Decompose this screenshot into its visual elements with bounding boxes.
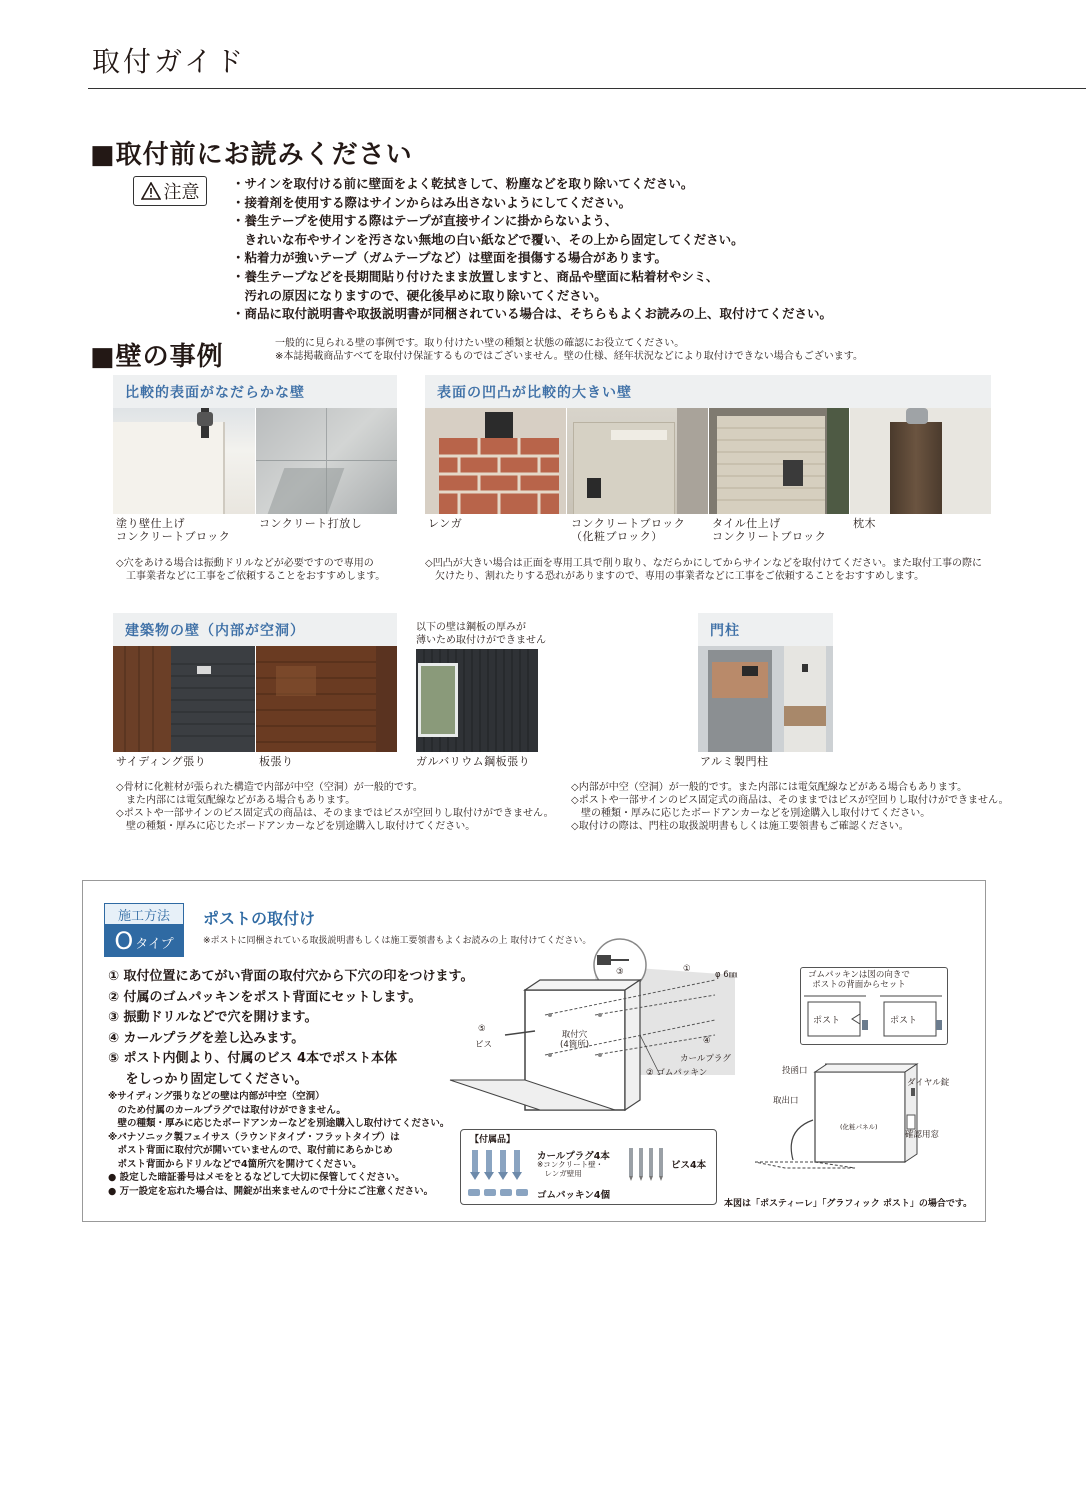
gatepost-photo (698, 646, 833, 752)
section-title-before-install: ■取付前にお読みください (90, 140, 413, 170)
smooth-wall-header: 比較的表面がなだらかな壁 (113, 375, 397, 408)
type-label (105, 925, 183, 956)
install-step: ① 取付位置にあてがい背面の取付穴から下穴の印をつけます。 (108, 969, 474, 984)
method-badge (104, 903, 184, 957)
section-title-wall-examples: ■壁の事例 (90, 342, 224, 372)
install-note: のため付属のカールプラグでは取付けができません。 (108, 1104, 346, 1116)
install-step: をしっかり固定してください。 (108, 1071, 308, 1087)
mounting-diagram (445, 935, 745, 1120)
hollow-note-line: 壁の種類・厚みに応じたボードアンカーなどを別途購入し取付けてください。 (116, 821, 476, 832)
caution-item: ・商品に取付説明書や取扱説明書が同梱されている場合は、そちらもよくお読みの上、取付けてください。 (232, 306, 833, 322)
hollow-note-line: ◇骨材に化粧材が張られた構造で内部が中空（空洞）が一般的です。 (116, 782, 423, 793)
rough-note-line: ◇凹凸が大きい場合は正面を専用工具で削り取り、なだらかにしてからサインなどを取付けてください。また取付工事の際に (425, 558, 982, 569)
caution-label: 注意 (163, 182, 200, 203)
hollow-wall-header: 建築物の壁（内部が空洞） (113, 613, 397, 646)
install-subnote: ※ポストに同梱されている取扱説明書もしくは施工要領書もよくお読みの上 取付けてください。 (203, 936, 592, 946)
accessory-plug-note: ※コンクリート壁・ レンガ壁用 (537, 1160, 604, 1178)
hollow-note-line: また内部には電気配線などがある場合もあります。 (116, 795, 356, 806)
label-n3: ③ (616, 967, 624, 977)
caution-list (232, 175, 832, 324)
caution-item: ・粘着力が強いテープ（ガムテープなど）は壁面を損傷する場合があります。 (232, 250, 668, 266)
type-number: O (114, 927, 134, 955)
label-bis: ビス (475, 1040, 493, 1050)
galva-warning-line: 薄いため取付けができません (416, 635, 546, 646)
caution-badge (133, 176, 207, 206)
install-note: ● 万一設定を忘れた場合は、開錠が出来ませんので十分にご注意ください。 (108, 1185, 434, 1197)
brick-wall-photo (425, 408, 566, 514)
title-divider (88, 88, 1086, 89)
smooth-note (116, 557, 385, 583)
accessories-title: 【付属品】 (470, 1135, 516, 1145)
install-step: ③ 振動ドリルなどで穴を開けます。 (108, 1010, 318, 1025)
gatepost-note (571, 781, 1009, 833)
wall-note-2: ※本誌掲載商品すべてを取付け保証するものではございません。壁の仕様、経年状況などにより取付けできない場合もございます。 (275, 351, 863, 362)
label-n1: ① (683, 964, 691, 974)
rough-note (425, 557, 982, 583)
caution-item: 汚れの原因になりますので、硬化後早めに取り除いてください。 (232, 287, 607, 303)
install-step: ② 付属のゴムパッキンをポスト背面にセットします。 (108, 989, 422, 1005)
accessory-packing: ゴムパッキン4個 (537, 1190, 611, 1201)
label-phi: φ 6㎜ (715, 970, 738, 980)
rough-caption-tile: タイル仕上げ コンクリートブロック (712, 517, 827, 543)
post-panel: (化粧パネル) (840, 1123, 878, 1131)
rough-note-line: 欠けたり、割れたりする恐れがありますので、専用の事業者などに工事をご依頼することをおすすめします。 (425, 571, 925, 582)
install-step: ⑤ ポスト内側より、付属のビス 4本でポスト本体 (108, 1051, 398, 1066)
post-outlet: 取出口 (773, 1096, 799, 1106)
gatepost-caption: アルミ製門柱 (700, 755, 769, 768)
gatepost-note-line: 壁の種類・厚みに応じたボードアンカーなどを別途購入し取付けてください。 (571, 808, 931, 819)
caution-item: ・養生テープなどを長期間貼り付けたまま放置しますと、商品や壁面に粘着材やシミ、 (232, 268, 719, 284)
warning-icon (141, 182, 161, 200)
install-note: ※パナソニック製フェイサス（ラウンドタイプ・フラットタイプ）は (108, 1131, 400, 1143)
gatepost-header: 門柱 (698, 613, 833, 646)
post-dial: ダイヤル錠 (907, 1078, 950, 1088)
concrete-wall-photo (256, 408, 397, 514)
packing-icon (466, 1186, 536, 1198)
gatepost-note-line: ◇内部が中空（空洞）が一般的です。また内部には電気配線などがある場合もあります。 (571, 782, 968, 793)
gatepost-note-line: ◇取付けの際は、門柱の取扱説明書もしくは施工要領書もご確認ください。 (571, 821, 909, 832)
install-steps (108, 967, 474, 1090)
packing-post-left: ポスト (813, 1016, 841, 1026)
install-note: ※サイディング張りなどの壁は内部が中空（空洞） (108, 1091, 325, 1102)
smooth-caption-concrete: コンクリート打放し (259, 517, 363, 530)
galva-warning (416, 621, 546, 647)
install-notes (108, 1090, 449, 1198)
hollow-note (116, 781, 554, 833)
caution-item: ・接着剤を使用する際はサインからはみ出さないようにしてください。 (232, 194, 632, 210)
page-title: 取付ガイド (92, 45, 247, 78)
rough-wall-header: 表面の凹凸が比較的大きい壁 (425, 375, 991, 408)
hollow-caption-wood: 板張り (259, 755, 294, 768)
smooth-caption-plaster: 塗り壁仕上げ コンクリートブロック (116, 517, 231, 543)
post-window: 確認用窓 (905, 1130, 940, 1140)
caution-item: ・養生テープを使用する際はテープが直接サインに掛からないよう、 (232, 213, 618, 229)
siding-wall-photo (113, 646, 255, 752)
install-note: ポスト背面からドリルなどで4箇所穴を開けてください。 (108, 1158, 362, 1170)
install-note: 壁の種類・厚みに応じたボードアンカーなどを別途購入し取付けてください。 (108, 1118, 450, 1129)
hollow-caption-siding: サイディング張り (116, 755, 207, 768)
install-step: ④ カールプラグを差し込みます。 (108, 1030, 305, 1046)
install-note: ポスト背面に取付穴が開いていませんので、取付前にあらかじめ (108, 1145, 393, 1156)
install-note: ● 設定した暗証番号はメモをとるなどして大切に保管してください。 (108, 1172, 405, 1183)
packing-post-right: ポスト (890, 1016, 918, 1026)
block-wall-photo (567, 408, 708, 514)
rough-caption-brick: レンガ (428, 517, 463, 530)
rough-caption-sleeper: 枕木 (853, 517, 876, 530)
wood-wall-photo (256, 646, 397, 752)
wall-note-1: 一般的に見られる壁の事例です。取り付けたい壁の種類と状態の確認にお役立てください。 (275, 338, 685, 349)
label-n4: ④ (703, 1036, 711, 1046)
caution-item: きれいな布やサインを汚さない無地の白い紙などで覆い、その上から固定してください。 (232, 231, 744, 247)
label-hole: 取付穴 (4箇所) (560, 1030, 590, 1050)
type-word: タイプ (135, 937, 174, 952)
plaster-wall-photo (113, 408, 255, 514)
post-inlet: 投函口 (782, 1066, 808, 1076)
rough-caption-block: コンクリートブロック （化粧ブロック） (571, 517, 686, 543)
galva-warning-line: 以下の壁は鋼板の厚みが (416, 622, 526, 633)
label-plug: カールプラグ (680, 1054, 731, 1064)
hollow-note-line: ◇ポストや一部サインのビス固定式の商品は、そのままではビスが空回りし取付けができません。 (116, 808, 554, 819)
packing-orientation-note: ゴムパッキンは図の向きで ポストの背面からセット (808, 970, 910, 990)
accessory-plug: カールプラグ4本 (537, 1151, 610, 1162)
sleeper-wall-photo (850, 408, 991, 514)
galva-caption: ガルバリウム鋼板張り (416, 755, 531, 768)
gatepost-note-line: ◇ポストや一部サインのビス固定式の商品は、そのままではビスが空回りし取付けができません。 (571, 795, 1009, 806)
tile-wall-photo (709, 408, 849, 514)
accessory-bis: ビス4本 (671, 1160, 707, 1171)
galvalume-wall-photo (416, 649, 538, 752)
smooth-note-line: 工事業者などに工事をご依頼することをおすすめします。 (116, 571, 386, 582)
install-title: ポストの取付け (203, 909, 316, 928)
method-label: 施工方法 (105, 904, 183, 925)
smooth-note-line: ◇穴をあける場合は振動ドリルなどが必要ですので専用の (116, 558, 374, 569)
screw-icon (625, 1146, 669, 1182)
label-n5: ⑤ (478, 1024, 486, 1034)
caution-item: ・サインを取付ける前に壁面をよく乾拭きして、粉塵などを取り除いてください。 (232, 176, 694, 191)
label-n2: ② ゴムパッキン (646, 1068, 708, 1078)
post-diagram-footer: 本図は「ポスティーレ」「グラフィック ポスト」の場合です。 (724, 1199, 973, 1209)
plug-icon (466, 1146, 534, 1186)
